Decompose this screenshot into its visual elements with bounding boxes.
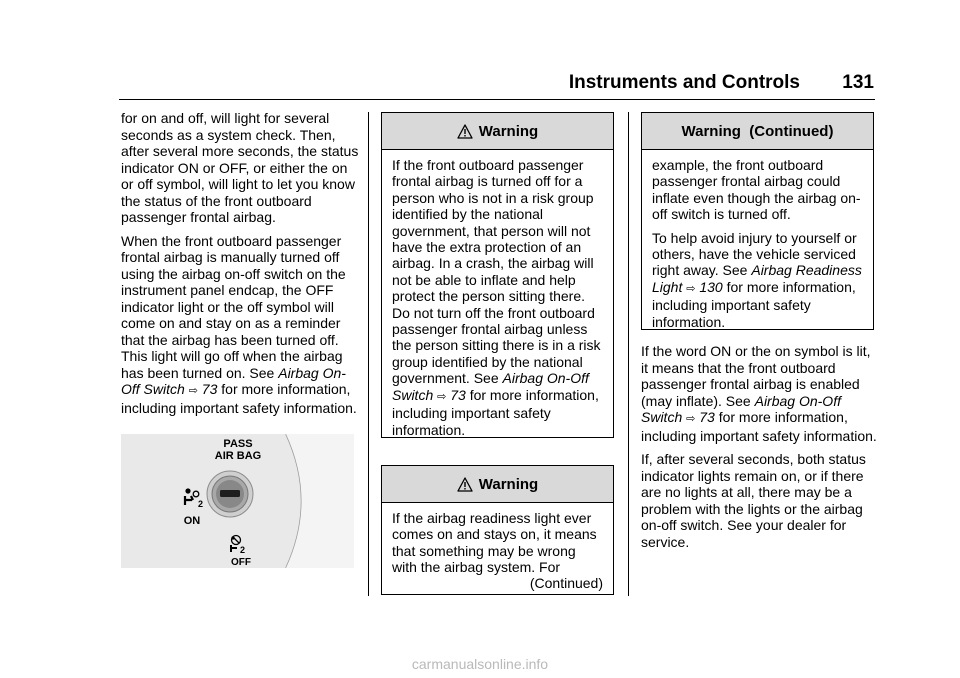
page-number: 131 (842, 72, 874, 93)
page-ref-number[interactable]: 130 (699, 278, 723, 295)
warning-header (642, 113, 873, 150)
page-ref-arrow-icon: ⇨ (188, 385, 198, 397)
key-lock-icon[interactable] (207, 471, 253, 517)
warning-body (382, 503, 613, 599)
off-label: OFF (231, 557, 251, 568)
cross-reference-link[interactable]: Airbag Readiness Light (652, 262, 862, 295)
section-title: Instruments and Controls (568, 72, 800, 93)
pass-label: PASS (223, 438, 253, 450)
passenger-airbag-off-icon (231, 536, 245, 556)
paragraph: If the word ON or the on symbol is lit, it means that the front outboard passenger frontal airbag is enabled (may inflate). See Airbag On-Off Switch ⇨ 73 for more information, including important safety information. (641, 343, 877, 444)
cross-reference-link[interactable]: Airbag On-Off Switch (641, 392, 841, 425)
airbag-label: AIR BAG (214, 450, 262, 462)
cross-reference-link[interactable]: Airbag On-Off Switch (392, 370, 589, 403)
paragraph: for on and off, will light for several seconds as a system check. Then, after several more seconds, the status indicator ON or OFF, or either the on or off symbol, will light to let you know the status of the front outboard passenger frontal airbag. (121, 110, 359, 225)
paragraph: To help avoid injury to yourself or others, have the vehicle serviced right away. See Airbag Readiness Light ⇨ 130 for more information, including important safety information. (652, 229, 862, 330)
page-ref-arrow-icon: ⇨ (686, 413, 696, 425)
watermark: carmanualsonline.info (411, 656, 549, 672)
column-3 (641, 343, 877, 557)
on-label: ON (183, 515, 201, 527)
paragraph: If, after several seconds, both status indicator lights remain on, or if there are no lights at all, there may be a problem with the lights or the airbag on-off switch. See your dealer for service. (641, 451, 866, 550)
paragraph: If the front outboard passenger frontal airbag is turned off for a person who is not in a risk group identified by the national government, that person will not have the extra protection of an airbag. In a crash, the airbag will not be able to inflate and help protect the person sitting there. Do not turn off the front outboard passenger frontal airbag unless the person sitting there is in a risk group identified by the national government. See Airbag On-Off Switch ⇨ 73 for more information, including important safety information. (392, 157, 601, 438)
warning-triangle-icon (457, 124, 473, 139)
cross-reference-link[interactable]: Airbag On-Off Switch (121, 364, 346, 397)
warning-body (382, 150, 613, 453)
warning-header (382, 466, 613, 503)
warning-continued-box (641, 112, 874, 330)
page-ref-arrow-icon: ⇨ (686, 282, 696, 295)
paragraph: When the front outboard passenger frontal airbag is manually turned off using the airbag on-off switch on the instrument panel endcap, the OFF indicator light or the off symbol will come on and stay on as a reminder that the airbag has been turned off. This light will go off when the airbag has been turned on. See Airbag On-Off Switch ⇨ 73 for more information, including important safety information. (121, 232, 357, 416)
warning-header (382, 113, 613, 150)
airbag-switch-figure (121, 434, 354, 568)
warning-title: Warning (478, 475, 539, 493)
continued-label: (Continued) (529, 574, 603, 591)
paragraph: If the airbag readiness light ever comes on and stays on, it means that something may be wrong with the airbag system. For (392, 510, 597, 576)
page-ref-arrow-icon: ⇨ (437, 390, 447, 403)
warning-title: Warning (Continued) (681, 122, 834, 140)
warning-body (642, 150, 873, 338)
page-ref-number[interactable]: 73 (699, 409, 715, 425)
page-ref-number[interactable]: 73 (450, 386, 466, 403)
warning-title: Warning (478, 122, 539, 140)
column-1 (121, 110, 361, 423)
header-rule (119, 99, 875, 100)
column-separator-2 (628, 112, 629, 596)
column-separator-1 (368, 112, 369, 596)
svg-text:2: 2 (198, 499, 204, 509)
warning-box (381, 112, 614, 438)
page-header (0, 72, 960, 100)
warning-triangle-icon (457, 477, 473, 492)
airbag-switch-illustration (121, 434, 354, 568)
paragraph: example, the front outboard passenger frontal airbag could inflate even though the airbag on-off switch is turned off. (652, 157, 861, 223)
page-ref-number[interactable]: 73 (201, 381, 218, 397)
passenger-airbag-on-icon (185, 488, 203, 509)
svg-text:2: 2 (240, 545, 246, 555)
warning-box (381, 465, 614, 595)
